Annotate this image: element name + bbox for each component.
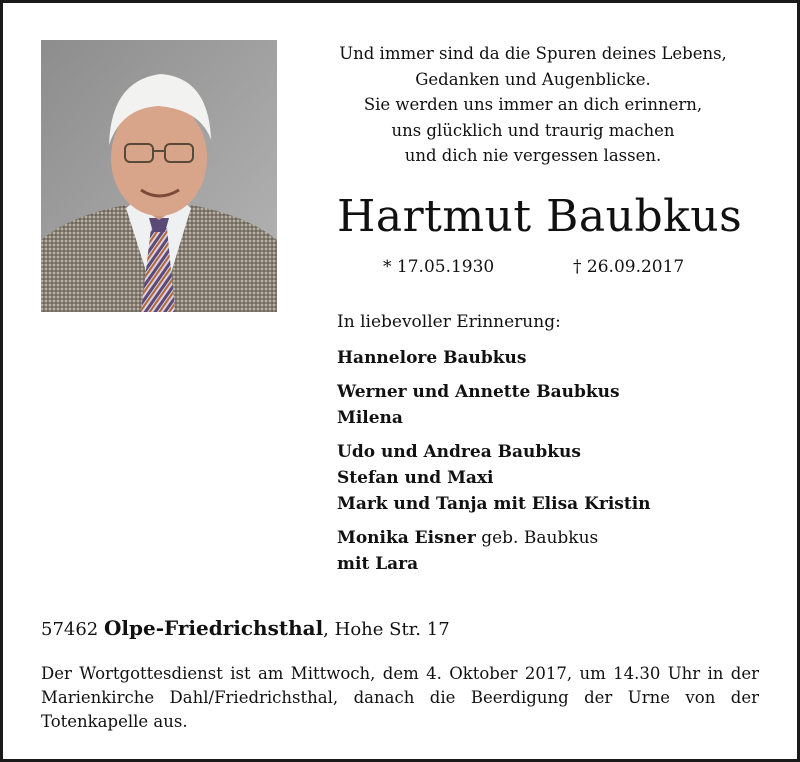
poem-line: uns glücklich und traurig machen [391,120,675,140]
family-group [337,345,651,371]
family-group [337,379,651,431]
address-street: , Hohe Str. 17 [323,619,450,640]
portrait-photo [41,40,277,312]
family-member: Udo und Andrea Baubkus [337,442,581,462]
address-zip: 57462 [41,619,99,640]
poem-line: Sie werden uns immer an dich erinnern, [363,95,703,114]
birth-date: * 17.05.1930 [383,257,495,277]
family-member: Milena [337,408,403,428]
family-member: Werner und Annette Baubkus [337,382,620,402]
service-announcement: Der Wortgottesdienst ist am Mittwoch, dem 4. Oktober 2017, um 14.30 Uhr in der Marienkirche Dahl/Friedrichsthal, danach die Beerdigung der Urne von der Totenkapelle aus. [41,664,759,731]
remembrance-intro: In liebevoller Erinnerung: [337,312,561,332]
family-group [337,439,651,517]
poem-line: Gedanken und Augenblicke. [415,69,651,89]
family-member: Mark und Tanja mit Elisa Kristin [337,494,651,514]
memorial-poem [303,41,763,169]
family-list [337,345,651,585]
maiden-name: geb. Baubkus [475,528,599,548]
poem-line: Und immer sind da die Spuren deines Lebens, [339,44,727,63]
family-member: Stefan und Maxi [337,468,494,488]
family-member [337,525,651,551]
family-member-name: Monika Eisner [337,528,476,548]
deceased-name: Hartmut Baubkus [337,191,743,242]
poem-line: und dich nie vergessen lassen. [404,146,662,165]
family-member: Hannelore Baubkus [337,348,527,368]
family-group [337,525,651,577]
address [41,616,450,640]
address-city: Olpe-Friedrichsthal [104,616,324,640]
family-member: mit Lara [337,554,419,574]
death-date: † 26.09.2017 [573,257,685,277]
